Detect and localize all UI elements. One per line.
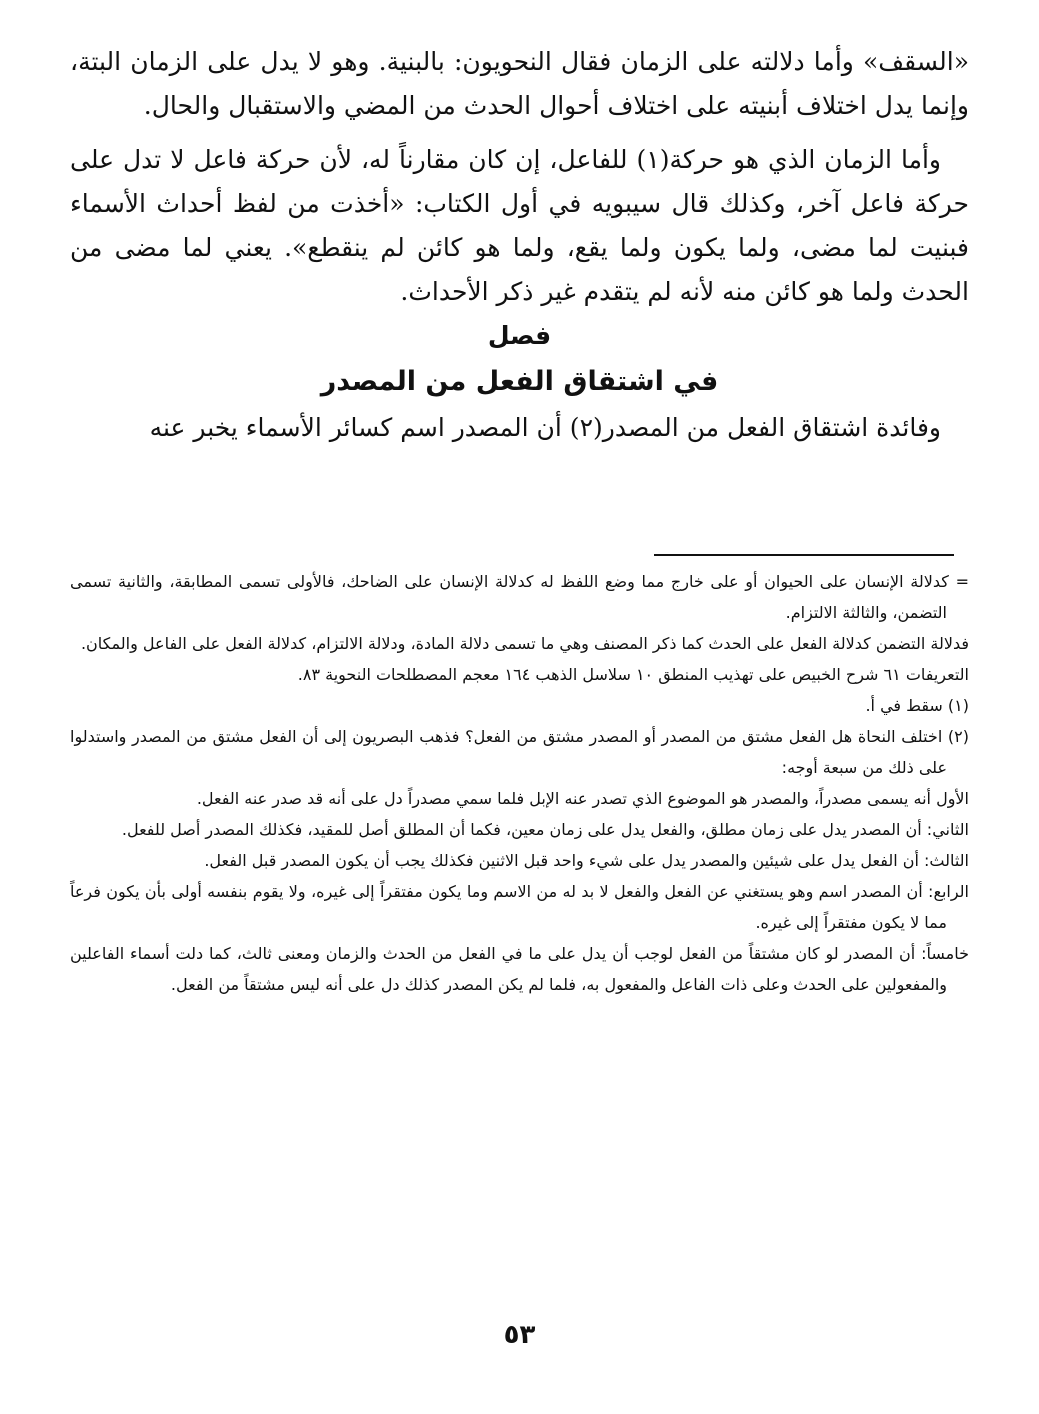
footnote-divider: [654, 554, 954, 556]
paragraph-3: وفائدة اشتقاق الفعل من المصدر(٢) أن المصدر اسم كسائر الأسماء يخبر عنه: [149, 413, 941, 442]
footnote-references: التعريفات ٦١ شرح الخبيص على تهذيب المنطق ١٠ سلاسل الذهب ١٦٤ معجم المصطلحات النحوية ٨٣.: [297, 665, 969, 684]
paragraph-1: «السقف» وأما دلالته على الزمان فقال النحويون: بالبنية. وهو لا يدل على الزمان البتة، وإنما يدل اختلاف أبنيته على اختلاف أحوال الحدث من المضي والاستقبال والحال.: [70, 47, 969, 120]
footnote-paragraph: فدلالة التضمن كدلالة الفعل على الحدث كما ذكر المصنف وهي ما تسمى دلالة المادة، ودلالة الالتزام، كدلالة الفعل على الفاعل والمكان.: [80, 634, 969, 653]
page-number: ٥٣: [503, 1320, 536, 1350]
main-text: [70, 40, 969, 450]
footnote-2-point-5: خامساً: أن المصدر لو كان مشتقاً من الفعل لوجب أن يدل على ما في الفعل من الحدث والزمان ومعنى ثالث، كما دلت أسماء الفاعلين والمفعولين على الحدث وعلى ذات الفاعل والمفعول به، فلما لم يكن المصدر كذلك دل على أنه ليس مشتقاً من الفعل.: [70, 944, 969, 994]
footnote-2-point-1: الأول أنه يسمى مصدراً، والمصدر هو الموضوع الذي تصدر عنه الإبل فلما سمي مصدراً دل على أنه قد صدر عنه الفعل.: [196, 789, 969, 808]
footnote-continuation: = كدلالة الإنسان على الحيوان أو على خارج مما وضع اللفظ له كدلالة الإنسان على الضاحك، فالأولى تسمى المطابقة، والثانية تسمى التضمن، والثالثة الالتزام.: [70, 572, 969, 622]
footnote-2: (٢) اختلف النحاة هل الفعل مشتق من المصدر أو المصدر مشتق من الفعل؟ فذهب البصريون إلى أن الفعل مشتق من المصدر واستدلوا على ذلك من سبعة أوجه:: [70, 727, 969, 777]
footnote-2-point-4: الرابع: أن المصدر اسم وهو يستغني عن الفعل والفعل لا بد له من الاسم وما يكون مفتقراً إلى غيره، ولا يقوم بنفسه أولى بأن يكون فرعاً مما لا يكون مفتقراً إلى غيره.: [70, 882, 969, 932]
footnote-1: (١) سقط في أ.: [865, 696, 969, 715]
section-title: في اشتقاق الفعل من المصدر: [320, 366, 719, 397]
footnotes: [70, 566, 969, 1000]
footnote-2-point-3: الثالث: أن الفعل يدل على شيئين والمصدر يدل على شيء واحد قبل الاثنين فكذلك يجب أن يكون المصدر قبل الفعل.: [204, 851, 969, 870]
paragraph-2: وأما الزمان الذي هو حركة(١) للفاعل، إن كان مقارناً له، لأن حركة فاعل لا تدل على حركة فاعل آخر، وكذلك قال سيبويه في أول الكتاب: «أخذت من لفظ أحداث الأسماء فبنيت لما مضى، ولما يكون ولما يقع، ولما هو كائن لم ينقطع». يعني لما مضى من الحدث ولما هو كائن منه لأنه لم يتقدم غير ذكر الأحداث.: [70, 145, 969, 306]
section-heading: فصل: [487, 321, 552, 350]
footnote-2-point-2: الثاني: أن المصدر يدل على زمان مطلق، والفعل يدل على زمان معين، فكما أن المطلق أصل للمقيد، فكذلك المصدر أصل للفعل.: [121, 820, 969, 839]
